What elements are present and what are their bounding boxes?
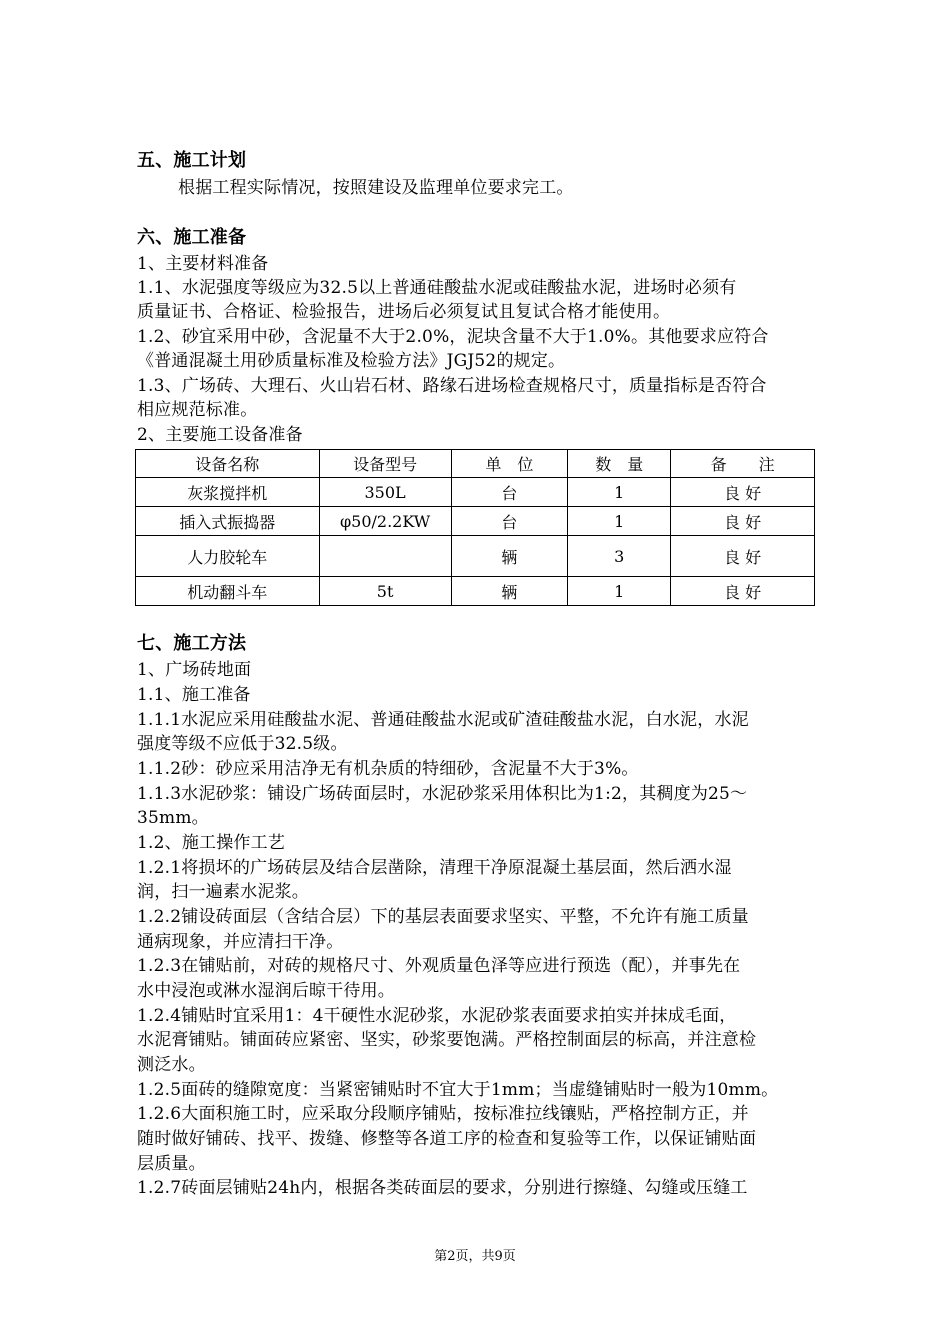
- text-line: 1.2.4铺贴时宜采用1：4干硬性水泥砂浆，水泥砂浆表面要求拍实并抹成毛面，: [137, 1006, 737, 1026]
- table-cell: 1: [568, 577, 671, 606]
- table-row: [136, 478, 815, 507]
- text-line: 1.2.3在铺贴前，对砖的规格尺寸、外观质量色泽等应进行预选（配），并事先在: [137, 956, 741, 976]
- table-header-row: [136, 450, 815, 478]
- text-line: 1.2、砂宜采用中砂，含泥量不大于2.0%，泥块含量不大于1.0%。其他要求应符合: [137, 327, 769, 347]
- text-line: 1.2、施工操作工艺: [137, 833, 286, 853]
- table-cell: 灰浆搅拌机: [136, 478, 320, 507]
- table-cell: 插入式振捣器: [136, 507, 320, 536]
- text-line: 1.2.6大面积施工时，应采取分段顺序铺贴，按标准拉线镶贴，严格控制方正，并: [137, 1104, 749, 1124]
- section-heading-method: 七、施工方法: [137, 633, 247, 654]
- header-cell: 单 位: [451, 450, 568, 478]
- text-line: 1.1.3水泥砂浆：铺设广场砖面层时，水泥砂浆采用体积比为1:2，其稠度为25～: [137, 784, 748, 804]
- text-line: 测泛水。: [137, 1055, 206, 1075]
- header-cell: 数 量: [568, 450, 671, 478]
- subheading-materials: 1、主要材料准备: [137, 254, 269, 274]
- table-cell: [319, 536, 451, 577]
- text-line: 层质量。: [137, 1154, 206, 1174]
- header-cell: 设备型号: [319, 450, 451, 478]
- text-line: 相应规范标准。: [137, 400, 258, 420]
- table-cell: 辆: [451, 536, 568, 577]
- header-cell: 备 注: [671, 450, 815, 478]
- text-line: 随时做好铺砖、找平、拨缝、修整等各道工序的检查和复验等工作，以保证铺贴面: [137, 1129, 757, 1149]
- text-line: 1.2.1将损坏的广场砖层及结合层凿除，清理干净原混凝土基层面，然后洒水湿: [137, 858, 732, 878]
- table-row: [136, 507, 815, 536]
- text-line: 1.2.5面砖的缝隙宽度：当紧密铺贴时不宜大于1mm；当虚缝铺贴时一般为10mm。: [137, 1080, 779, 1100]
- table-cell: 良 好: [671, 536, 815, 577]
- text-line: 通病现象，并应清扫干净。: [137, 932, 344, 952]
- page-footer: 第2页，共9页: [434, 1249, 516, 1264]
- text-line: 1.1.1水泥应采用硅酸盐水泥、普通硅酸盐水泥或矿渣硅酸盐水泥，白水泥，水泥: [137, 710, 749, 730]
- text-line: 1.1、施工准备: [137, 685, 251, 705]
- subheading-equipment: 2、主要施工设备准备: [137, 425, 303, 445]
- table-row: [136, 577, 815, 606]
- section-heading-prep: 六、施工准备: [137, 227, 247, 248]
- text-line: 1.2.2铺设砖面层（含结合层）下的基层表面要求坚实、平整，不允许有施工质量: [137, 907, 749, 927]
- text-line: 强度等级不应低于32.5级。: [137, 734, 348, 754]
- text-line: 1.1.2砂：砂应采用洁净无有机杂质的特细砂，含泥量不大于3%。: [137, 759, 639, 779]
- text-line: 水中浸泡或淋水湿润后晾干待用。: [137, 981, 395, 1001]
- table-cell: 机动翻斗车: [136, 577, 320, 606]
- text-line: 1.2.7砖面层铺贴24h内，根据各类砖面层的要求，分别进行擦缝、勾缝或压缝工: [137, 1178, 748, 1198]
- table-cell: 350L: [319, 478, 451, 507]
- text-line: 水泥膏铺贴。铺面砖应紧密、坚实，砂浆要饱满。严格控制面层的标高，并注意检: [137, 1030, 757, 1050]
- equipment-table: [135, 449, 815, 606]
- header-cell: 设备名称: [136, 450, 320, 478]
- table-cell: 5t: [319, 577, 451, 606]
- text-line: 1.3、广场砖、大理石、火山岩石材、路缘石进场检查规格尺寸，质量指标是否符合: [137, 376, 767, 396]
- table-cell: φ50/2.2KW: [319, 507, 451, 536]
- table-cell: 1: [568, 507, 671, 536]
- table-row: [136, 536, 815, 577]
- table-cell: 1: [568, 478, 671, 507]
- text-line: 35mm。: [137, 808, 209, 828]
- text-line: 1、广场砖地面: [137, 660, 252, 680]
- text-line: 《普通混凝土用砂质量标准及检验方法》JGJ52的规定。: [137, 351, 566, 371]
- table-cell: 良 好: [671, 577, 815, 606]
- text-line: 润，扫一遍素水泥浆。: [137, 882, 309, 902]
- table-cell: 台: [451, 507, 568, 536]
- table-cell: 台: [451, 478, 568, 507]
- text-line: 1.1、水泥强度等级应为32.5以上普通硅酸盐水泥或硅酸盐水泥，进场时必须有: [137, 278, 737, 298]
- table-cell: 3: [568, 536, 671, 577]
- plan-paragraph: 根据工程实际情况，按照建设及监理单位要求完工。: [178, 178, 574, 198]
- table-cell: 辆: [451, 577, 568, 606]
- table-cell: 良 好: [671, 507, 815, 536]
- section-heading-plan: 五、施工计划: [137, 150, 247, 171]
- table-cell: 良 好: [671, 478, 815, 507]
- table-cell: 人力胶轮车: [136, 536, 320, 577]
- text-line: 质量证书、合格证、检验报告，进场后必须复试且复试合格才能使用。: [137, 302, 671, 322]
